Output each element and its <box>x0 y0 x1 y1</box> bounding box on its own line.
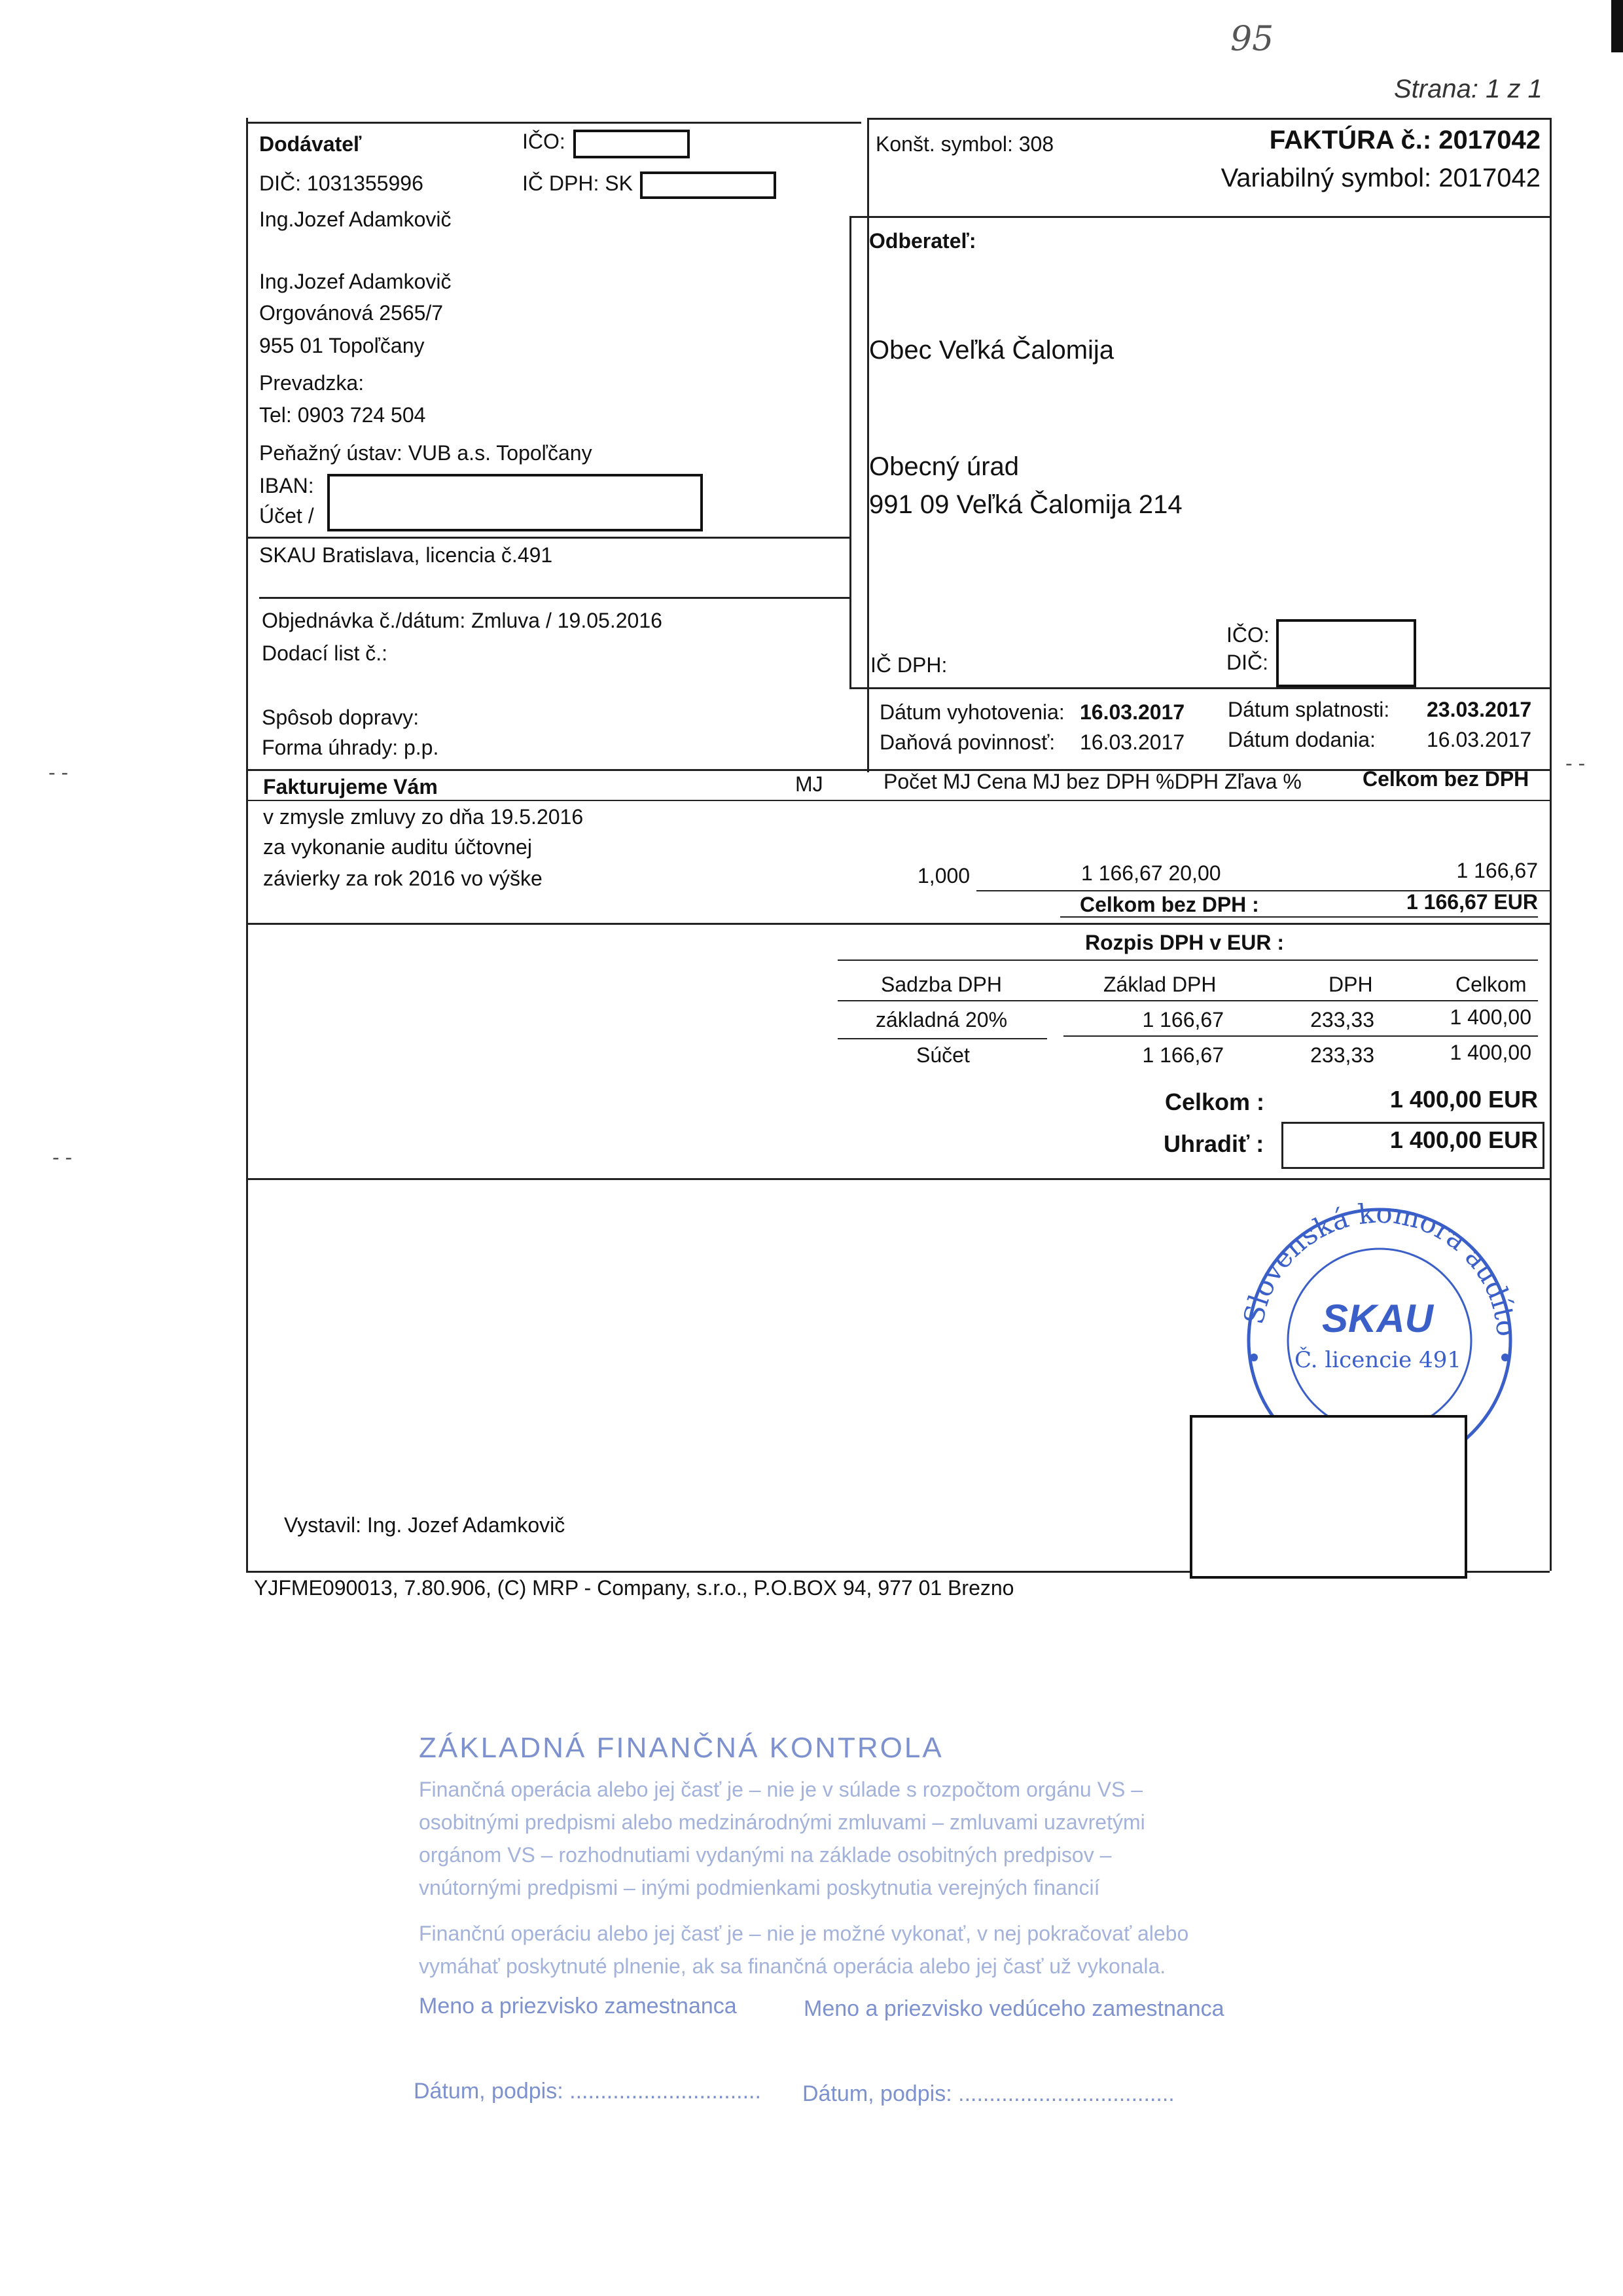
vat-row-2-vat: 233,33 <box>1310 1043 1374 1067</box>
vat-row-1-vat: 233,33 <box>1310 1008 1374 1031</box>
stamp-licence: Č. licencie 491 <box>1294 1347 1461 1373</box>
summary-line-1 <box>1060 916 1538 918</box>
issue-date: 16.03.2017 <box>1080 700 1185 724</box>
frame-right <box>1550 118 1552 1571</box>
item-quantity: 1,000 <box>918 864 971 888</box>
tax-date: 16.03.2017 <box>1080 730 1185 754</box>
signature-redacted <box>1190 1415 1467 1579</box>
vat-head-total: Celkom <box>1455 973 1527 996</box>
tax-date-label: Daňová povinnosť: <box>880 730 1056 754</box>
supplier-tel: Tel: 0903 724 504 <box>259 403 426 427</box>
item-total: 1 166,67 <box>1456 859 1538 882</box>
transport-method: Spôsob dopravy: <box>262 706 419 729</box>
stamp-ring-text: Slovenská komora audíto <box>1237 1203 1524 1338</box>
customer-ico-dic-redacted <box>1276 619 1416 687</box>
item-description-1: v zmysle zmluvy zo dňa 19.5.2016 <box>263 805 584 829</box>
control-name-employee: Meno a priezvisko zamestnanca <box>419 1994 737 2018</box>
frame-customer-bottom <box>849 687 1550 689</box>
item-price-vat: 1 166,67 20,00 <box>1081 861 1221 885</box>
supplier-icdph-label: IČ DPH: SK <box>522 171 633 195</box>
customer-heading: Odberateľ: <box>869 229 976 253</box>
supplier-icdph-redacted <box>640 171 776 199</box>
amount-due-label: Uhradiť : <box>1164 1130 1264 1157</box>
control-sign-employee: Dátum, podpis: ............................... <box>414 2079 761 2104</box>
supplier-city: 955 01 Topoľčany <box>259 334 425 357</box>
frame-items-bottom <box>246 923 1550 925</box>
frame-lower-left <box>246 923 248 1571</box>
frame-summary-bottom <box>246 1178 1550 1180</box>
handwritten-note: 95 <box>1230 20 1274 59</box>
payment-method: Forma úhrady: p.p. <box>262 736 439 759</box>
grand-total: 1 400,00 EUR <box>1389 1086 1538 1113</box>
supplier-dic: DIČ: 1031355996 <box>259 171 423 195</box>
invoice-title: FAKTÚRA č.: 2017042 <box>1269 126 1541 154</box>
control-line-5: Finančnú operáciu alebo jej časť je – nie je možné vykonať, v nej pokračovať alebo <box>419 1922 1189 1945</box>
vat-row-1-rate: základná 20% <box>876 1008 1008 1031</box>
vat-row-2-base: 1 166,67 <box>1142 1043 1224 1067</box>
delivery-date-label: Dátum dodania: <box>1228 728 1376 751</box>
vat-row-1-base: 1 166,67 <box>1142 1008 1224 1031</box>
column-mj: MJ <box>795 772 823 796</box>
footer-software: YJFME090013, 7.80.906, (C) MRP - Company, s.r.o., P.O.BOX 94, 977 01 Brezno <box>254 1576 1014 1600</box>
issue-date-label: Dátum vyhotovenia: <box>880 700 1065 724</box>
items-heading: Fakturujeme Vám <box>263 775 438 798</box>
customer-ico-label: IČO: <box>1226 623 1270 647</box>
grand-total-label: Celkom : <box>1165 1088 1265 1115</box>
control-sign-manager: Dátum, podpis: ................................... <box>802 2081 1175 2106</box>
vat-head-base: Základ DPH <box>1103 973 1217 996</box>
page-number: Strana: 1 z 1 <box>1394 75 1543 103</box>
scan-mark-right: - - <box>1565 751 1586 775</box>
due-date-label: Dátum splatnosti: <box>1228 698 1390 721</box>
customer-icdph-label: IČ DPH: <box>870 653 948 677</box>
control-line-1: Finančná operácia alebo jej časť je – nie je v súlade s rozpočtom orgánu VS – <box>419 1778 1143 1801</box>
control-line-4: vnútornými predpismi – inými podmienkami poskytnutia verejných financií <box>419 1876 1100 1899</box>
columns-header: Počet MJ Cena MJ bez DPH %DPH Zľava % <box>883 770 1302 793</box>
supplier-ico-label: IČO: <box>522 130 565 153</box>
frame-top-right <box>867 118 1552 120</box>
order-number: Objednávka č./dátum: Zmluva / 19.05.2016 <box>262 609 662 632</box>
item-description-3: závierky za rok 2016 vo výške <box>263 867 543 890</box>
amount-due: 1 400,00 EUR <box>1389 1126 1538 1153</box>
supplier-name-2: Ing.Jozef Adamkovič <box>259 270 452 293</box>
supplier-ico-redacted <box>573 130 690 158</box>
supplier-street: Orgovánová 2565/7 <box>259 301 444 325</box>
vat-breakdown-line <box>838 960 1538 961</box>
customer-office: Obecný úrad <box>869 452 1020 481</box>
delivery-note: Dodací list č.: <box>262 641 388 665</box>
supplier-licence: SKAU Bratislava, licencia č.491 <box>259 543 553 567</box>
vat-head-rate: Sadzba DPH <box>881 973 1002 996</box>
vat-breakdown-heading: Rozpis DPH v EUR : <box>1085 931 1285 954</box>
supplier-ucet-label: Účet / <box>259 504 314 528</box>
control-line-6: vymáhať poskytnuté plnenie, ak sa finančná operácia alebo jej časť už vykonala. <box>419 1954 1166 1978</box>
vat-head-underline <box>838 1000 1538 1001</box>
frame-customer-top <box>849 216 1550 218</box>
scan-mark-left-2: - - <box>52 1145 73 1169</box>
vat-row-underline-a <box>838 1038 1047 1039</box>
total-without-vat-label: Celkom bez DPH : <box>1080 893 1259 916</box>
frame-order-line <box>259 597 849 599</box>
vat-row-2-total: 1 400,00 <box>1450 1041 1531 1064</box>
item-description-2: za vykonanie auditu účtovnej <box>263 835 532 859</box>
supplier-name: Ing.Jozef Adamkovič <box>259 207 452 231</box>
constant-symbol: Konšt. symbol: 308 <box>876 132 1054 156</box>
customer-name: Obec Veľká Čalomija <box>869 336 1115 365</box>
control-name-manager: Meno a priezvisko vedúceho zamestnanca <box>804 1996 1224 2021</box>
vat-row-2-rate: Súčet <box>916 1043 970 1067</box>
issued-by: Vystavil: Ing. Jozef Adamkovič <box>284 1513 565 1537</box>
frame-licence-line <box>246 537 849 539</box>
variable-symbol: Variabilný symbol: 2017042 <box>1221 164 1541 192</box>
supplier-bank: Peňažný ústav: VUB a.s. Topoľčany <box>259 441 592 465</box>
vat-head-vat: DPH <box>1329 973 1373 996</box>
control-title: ZÁKLADNÁ FINANČNÁ KONTROLA <box>419 1732 944 1764</box>
scan-mark-left-1: - - <box>48 761 69 784</box>
delivery-date: 16.03.2017 <box>1427 728 1532 751</box>
frame-top-left <box>246 122 861 124</box>
stamp-logo: SKAU <box>1322 1297 1434 1340</box>
due-date: 23.03.2017 <box>1427 698 1532 721</box>
control-line-2: osobitnými predpismi alebo medzinárodnými zmluvami – zmluvami uzavretými <box>419 1810 1145 1834</box>
items-header-underline <box>246 800 1550 801</box>
supplier-iban-label: IBAN: <box>259 474 314 497</box>
customer-address: 991 09 Veľká Čalomija 214 <box>869 490 1183 519</box>
column-total: Celkom bez DPH <box>1363 767 1529 791</box>
frame-left <box>246 118 248 923</box>
customer-dic-label: DIČ: <box>1226 651 1268 674</box>
control-line-3: orgánom VS – rozhodnutiami vydanými na základe osobitných predpisov – <box>419 1843 1112 1867</box>
supplier-prevadzka: Prevadzka: <box>259 371 365 395</box>
vat-row-underline-b <box>1063 1035 1538 1037</box>
supplier-heading: Dodávateľ <box>259 132 362 156</box>
vat-row-1-total: 1 400,00 <box>1450 1005 1531 1029</box>
scan-edge-mark <box>1611 0 1623 52</box>
total-without-vat: 1 166,67 EUR <box>1406 890 1538 914</box>
frame-customer-left <box>849 216 851 687</box>
supplier-bank-redacted <box>327 474 703 531</box>
